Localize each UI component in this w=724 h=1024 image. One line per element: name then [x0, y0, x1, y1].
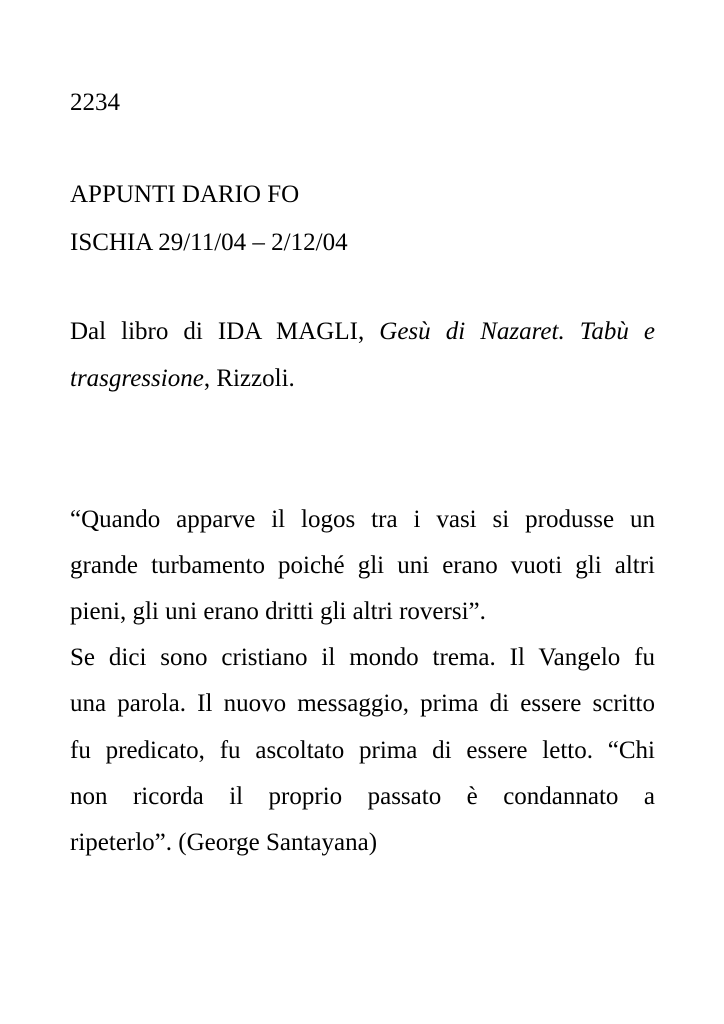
source-prefix: Dal libro di IDA MAGLI, [70, 318, 380, 345]
body-line: Se dici sono cristiano il mondo trema. Il Vangelo fu [70, 644, 655, 671]
body-line: fu predicato, fu ascoltato prima di essere letto. “Chi [70, 737, 655, 764]
body-line: grande turbamento poiché gli uni erano vuoti gli altri [70, 552, 655, 579]
body-line: non ricorda il proprio passato è condannato a [70, 783, 655, 810]
document-number: 2234 [70, 89, 120, 116]
body-line: una parola. Il nuovo messaggio, prima di essere scritto [70, 690, 655, 717]
body-line: “Quando apparve il logos tra i vasi si produsse un [70, 506, 655, 533]
document-title: APPUNTI DARIO FO [70, 181, 300, 208]
body-line: pieni, gli uni erano dritti gli altri roversi”. [70, 598, 486, 625]
place-and-dates: ISCHIA 29/11/04 – 2/12/04 [70, 229, 348, 256]
book-title-part-1: Gesù di Nazaret. Tabù e [379, 318, 655, 345]
body-line: ripeterlo”. (George Santayana) [70, 829, 378, 856]
publisher: , Rizzoli. [203, 365, 295, 392]
book-title-part-2: trasgressione [70, 365, 204, 392]
source-citation-line-1 [70, 317, 655, 347]
source-citation-line-2 [70, 364, 295, 394]
